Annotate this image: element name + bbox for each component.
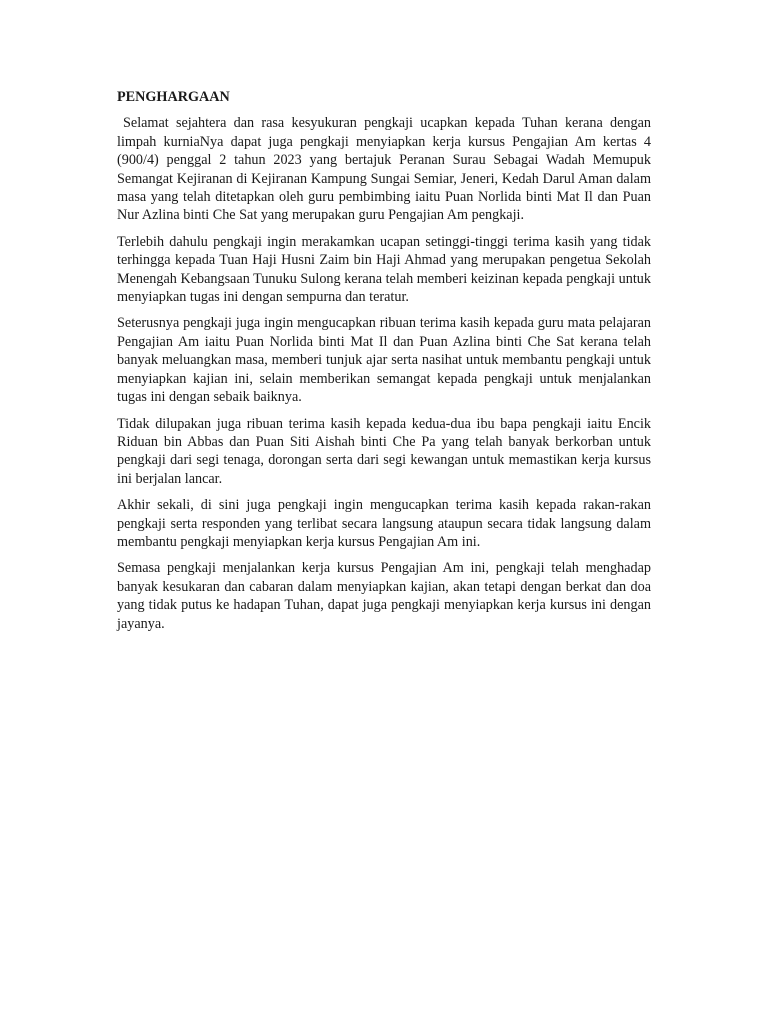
document-body xyxy=(117,88,651,641)
page-title: PENGHARGAAN xyxy=(117,89,230,105)
paragraph-closing: Semasa pengkaji menjalankan kerja kursus Pengajian Am ini, pengkaji telah menghadap banyak kesukaran dan cabaran dalam menyiapkan kajian, akan tetapi dengan berkat dan doa yang tidak putus ke hadapan Tuhan, dapat juga pengkaji menyiapkan kerja kursus ini dengan jayanya. xyxy=(117,560,651,632)
paragraph-opening: Selamat sejahtera dan rasa kesyukuran pengkaji ucapkan kepada Tuhan kerana dengan limpah kurniaNya dapat juga pengkaji menyiapkan kerja kursus Pengajian Am kertas 4 (900/4) penggal 2 tahun 2023 yang bertajuk Peranan Surau Sebagai Wadah Memupuk Semangat Kejiranan di Kejiranan Kampung Sungai Semiar, Jeneri, Kedah Darul Aman dalam masa yang telah ditetapkan oleh guru pembimbing iaitu Puan Norlida binti Mat Il dan Puan Nur Azlina binti Che Sat yang merupakan guru Pengajian Am pengkaji. xyxy=(117,115,651,224)
paragraph-teachers: Seterusnya pengkaji juga ingin mengucapkan ribuan terima kasih kepada guru mata pelajaran Pengajian Am iaitu Puan Norlida binti Mat Il dan Puan Azlina binti Che Sat kerana telah banyak meluangkan masa, memberi tunjuk ajar serta nasihat untuk membantu pengkaji untuk menyiapkan kajian ini, selain memberikan semangat kepada pengkaji untuk menjalankan tugas ini dengan sebaik baiknya. xyxy=(117,315,651,406)
paragraph-parents: Tidak dilupakan juga ribuan terima kasih kepada kedua-dua ibu bapa pengkaji iaitu Encik Riduan bin Abbas dan Puan Siti Aishah binti Che Pa yang telah banyak berkorban untuk pengkaji dari segi tenaga, dorongan serta dari segi kewangan untuk memastikan kerja kursus ini berjalan lancar. xyxy=(117,415,651,487)
paragraph-principal: Terlebih dahulu pengkaji ingin merakamkan ucapan setinggi-tinggi terima kasih yang tidak terhingga kepada Tuan Haji Husni Zaim bin Haji Ahmad yang merupakan pengetua Sekolah Menengah Kebangsaan Tunuku Sulong kerana telah memberi keizinan kepada pengkaji untuk menyiapkan tugas ini dengan sempurna dan teratur. xyxy=(117,233,651,306)
paragraph-friends: Akhir sekali, di sini juga pengkaji ingin mengucapkan terima kasih kepada rakan-rakan pengkaji serta responden yang terlibat secara langsung ataupun secara tidak langsung dalam membantu pengkaji menyiapkan kerja kursus Pengajian Am ini. xyxy=(117,497,651,550)
